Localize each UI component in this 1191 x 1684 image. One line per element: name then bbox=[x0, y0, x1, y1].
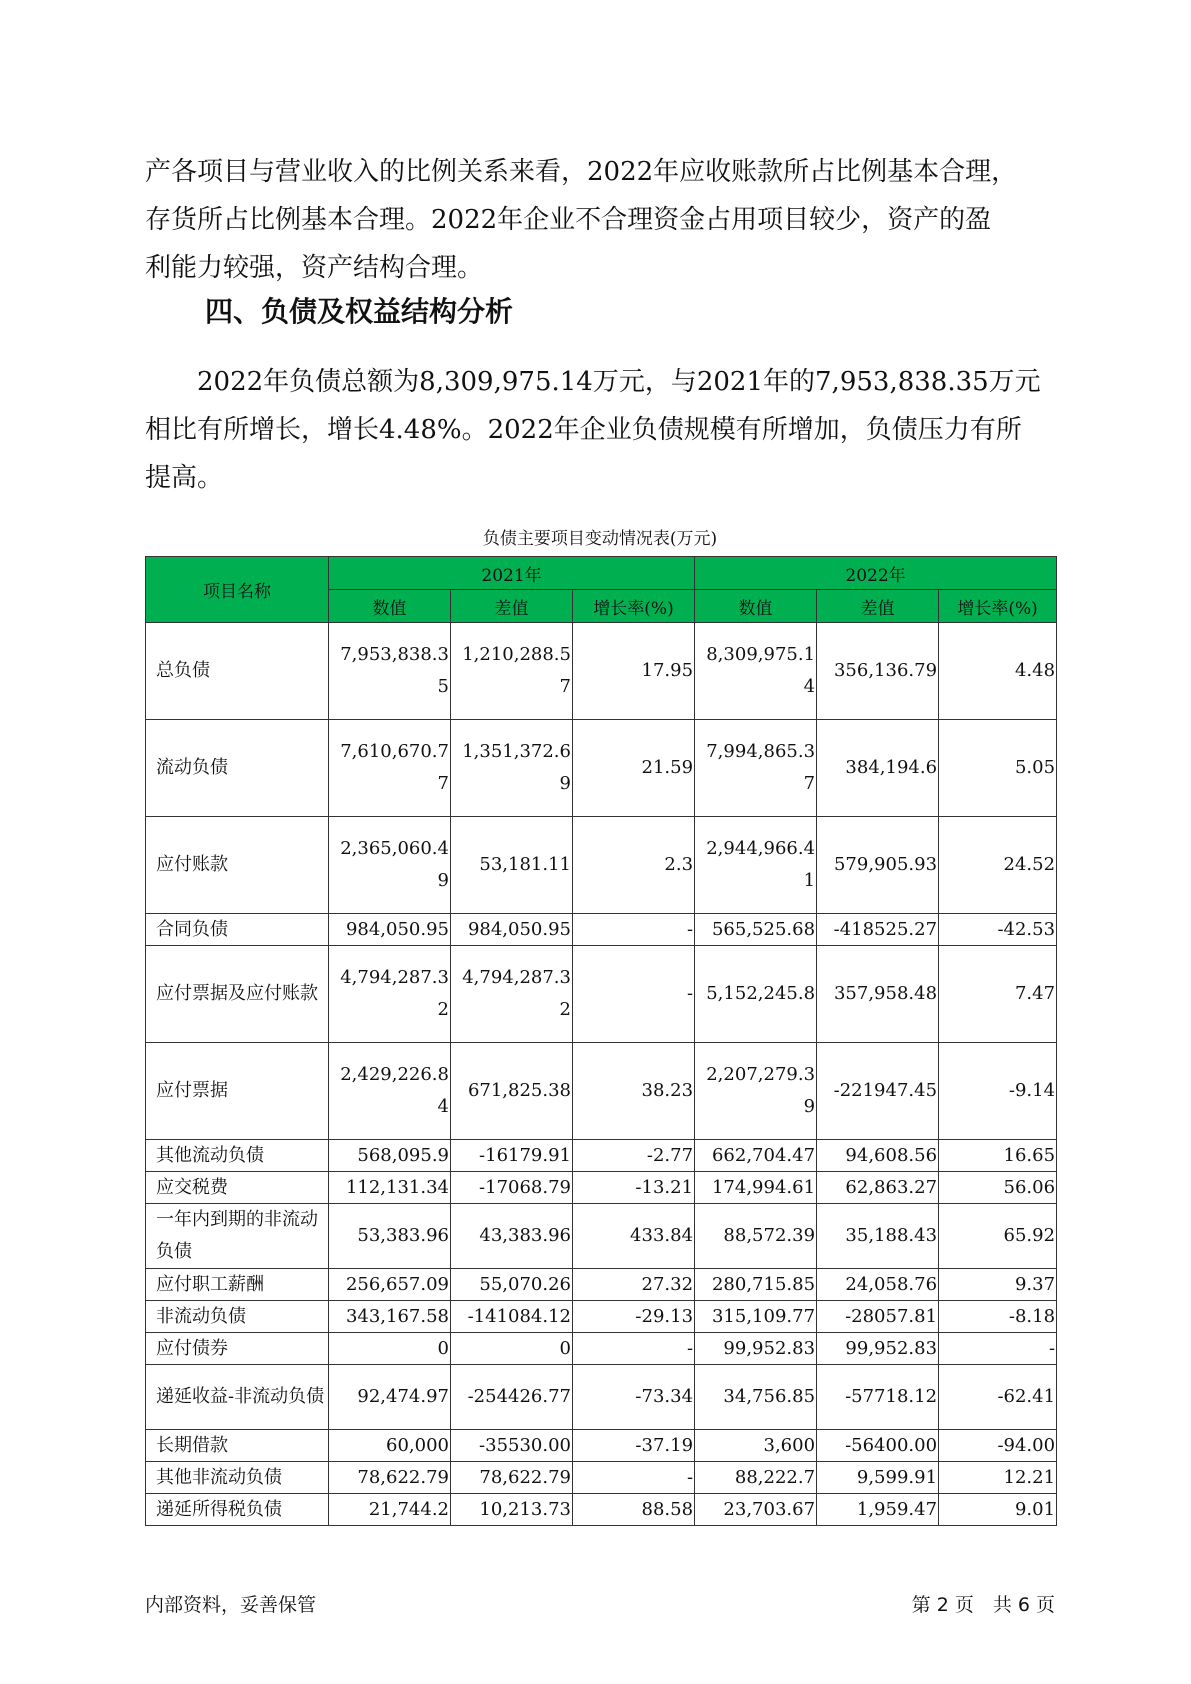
table-title: 负债主要项目变动情况表(万元) bbox=[482, 529, 718, 549]
row-cell-d2: 35,188.43 bbox=[817, 1204, 939, 1269]
row-cell-d1: 53,181.11 bbox=[451, 817, 573, 914]
row-cell-v1: 984,050.95 bbox=[329, 914, 451, 946]
table-row bbox=[146, 1462, 1057, 1494]
table-row bbox=[146, 946, 1057, 1043]
row-cell-r2: -62.41 bbox=[939, 1365, 1057, 1430]
table-row bbox=[146, 1043, 1057, 1140]
row-cell-v2: 315,109.77 bbox=[695, 1301, 817, 1333]
row-cell-r1: -37.19 bbox=[573, 1430, 695, 1462]
row-cell-d2: 94,608.56 bbox=[817, 1140, 939, 1172]
paragraph-line: 存货所占比例基本合理。2022年企业不合理资金占用项目较少，资产的盈 bbox=[145, 205, 992, 235]
row-item-name: 应付债券 bbox=[146, 1333, 329, 1365]
row-cell-r1: - bbox=[573, 1333, 695, 1365]
row-cell-r1: 88.58 bbox=[573, 1494, 695, 1526]
table-row bbox=[146, 1204, 1057, 1269]
table-row bbox=[146, 720, 1057, 817]
row-cell-v1: 2,429,226.84 bbox=[329, 1043, 451, 1140]
row-cell-r2: -94.00 bbox=[939, 1430, 1057, 1462]
table-row bbox=[146, 1172, 1057, 1204]
row-cell-v2: 5,152,245.8 bbox=[695, 946, 817, 1043]
intro-paragraph bbox=[145, 148, 1055, 292]
header-value: 数值 bbox=[695, 590, 817, 623]
row-cell-r1: - bbox=[573, 946, 695, 1043]
header-year-2021: 2021年 bbox=[329, 557, 695, 590]
row-cell-r2: 7.47 bbox=[939, 946, 1057, 1043]
row-cell-d1: 671,825.38 bbox=[451, 1043, 573, 1140]
row-cell-r2: 24.52 bbox=[939, 817, 1057, 914]
row-cell-v2: 99,952.83 bbox=[695, 1333, 817, 1365]
row-cell-v1: 7,953,838.35 bbox=[329, 623, 451, 720]
row-cell-v2: 2,944,966.41 bbox=[695, 817, 817, 914]
paragraph-line: 相比有所增长，增长4.48%。2022年企业负债规模有所增加，负债压力有所 bbox=[145, 415, 1022, 445]
row-cell-d2: 384,194.6 bbox=[817, 720, 939, 817]
table-row bbox=[146, 1140, 1057, 1172]
row-cell-d1: 4,794,287.32 bbox=[451, 946, 573, 1043]
row-cell-d1: 984,050.95 bbox=[451, 914, 573, 946]
row-cell-r1: 27.32 bbox=[573, 1269, 695, 1301]
header-year-2022: 2022年 bbox=[695, 557, 1057, 590]
liability-summary-paragraph bbox=[145, 358, 1055, 502]
row-cell-v2: 7,994,865.37 bbox=[695, 720, 817, 817]
row-cell-d2: -56400.00 bbox=[817, 1430, 939, 1462]
row-cell-r1: 433.84 bbox=[573, 1204, 695, 1269]
row-cell-d1: 43,383.96 bbox=[451, 1204, 573, 1269]
row-cell-d2: 1,959.47 bbox=[817, 1494, 939, 1526]
row-item-name: 递延所得税负债 bbox=[146, 1494, 329, 1526]
row-cell-r1: 21.59 bbox=[573, 720, 695, 817]
row-cell-d2: 9,599.91 bbox=[817, 1462, 939, 1494]
section-heading: 四、负债及权益结构分析 bbox=[205, 295, 514, 328]
row-item-name: 总负债 bbox=[146, 623, 329, 720]
paragraph-line: 提高。 bbox=[145, 463, 224, 493]
row-cell-v1: 4,794,287.32 bbox=[329, 946, 451, 1043]
row-item-name: 递延收益-非流动负债 bbox=[146, 1365, 329, 1430]
row-cell-v2: 565,525.68 bbox=[695, 914, 817, 946]
row-cell-r2: -8.18 bbox=[939, 1301, 1057, 1333]
row-cell-v1: 343,167.58 bbox=[329, 1301, 451, 1333]
row-cell-d1: 55,070.26 bbox=[451, 1269, 573, 1301]
table-row bbox=[146, 914, 1057, 946]
row-cell-d2: 24,058.76 bbox=[817, 1269, 939, 1301]
row-cell-v1: 112,131.34 bbox=[329, 1172, 451, 1204]
row-cell-v2: 88,572.39 bbox=[695, 1204, 817, 1269]
row-cell-d2: 356,136.79 bbox=[817, 623, 939, 720]
row-cell-r2: 16.65 bbox=[939, 1140, 1057, 1172]
row-cell-d1: -35530.00 bbox=[451, 1430, 573, 1462]
header-rate: 增长率(%) bbox=[939, 590, 1057, 623]
row-cell-d2: 357,958.48 bbox=[817, 946, 939, 1043]
row-cell-v1: 53,383.96 bbox=[329, 1204, 451, 1269]
header-value: 数值 bbox=[329, 590, 451, 623]
row-cell-r2: 9.37 bbox=[939, 1269, 1057, 1301]
row-cell-r2: 12.21 bbox=[939, 1462, 1057, 1494]
row-cell-d1: -141084.12 bbox=[451, 1301, 573, 1333]
row-cell-v2: 280,715.85 bbox=[695, 1269, 817, 1301]
liability-table bbox=[145, 556, 1057, 1526]
row-cell-v2: 2,207,279.39 bbox=[695, 1043, 817, 1140]
row-cell-d2: 579,905.93 bbox=[817, 817, 939, 914]
header-item-name: 项目名称 bbox=[146, 557, 329, 623]
row-cell-v2: 3,600 bbox=[695, 1430, 817, 1462]
row-cell-r1: -73.34 bbox=[573, 1365, 695, 1430]
row-cell-r1: - bbox=[573, 1462, 695, 1494]
row-cell-d2: -57718.12 bbox=[817, 1365, 939, 1430]
row-cell-r2: 5.05 bbox=[939, 720, 1057, 817]
row-cell-r2: -42.53 bbox=[939, 914, 1057, 946]
row-cell-v2: 88,222.7 bbox=[695, 1462, 817, 1494]
row-item-name: 非流动负债 bbox=[146, 1301, 329, 1333]
table-row bbox=[146, 1269, 1057, 1301]
row-item-name: 一年内到期的非流动负债 bbox=[146, 1204, 329, 1269]
row-item-name: 应付票据及应付账款 bbox=[146, 946, 329, 1043]
row-cell-v2: 23,703.67 bbox=[695, 1494, 817, 1526]
row-cell-v1: 7,610,670.77 bbox=[329, 720, 451, 817]
row-cell-r2: -9.14 bbox=[939, 1043, 1057, 1140]
row-cell-r1: 38.23 bbox=[573, 1043, 695, 1140]
row-cell-v1: 568,095.9 bbox=[329, 1140, 451, 1172]
row-cell-d1: 0 bbox=[451, 1333, 573, 1365]
row-cell-v2: 8,309,975.14 bbox=[695, 623, 817, 720]
header-rate: 增长率(%) bbox=[573, 590, 695, 623]
row-cell-r1: -29.13 bbox=[573, 1301, 695, 1333]
row-cell-d2: -28057.81 bbox=[817, 1301, 939, 1333]
row-cell-r1: -13.21 bbox=[573, 1172, 695, 1204]
row-item-name: 其他流动负债 bbox=[146, 1140, 329, 1172]
row-cell-r1: 2.3 bbox=[573, 817, 695, 914]
row-item-name: 应付职工薪酬 bbox=[146, 1269, 329, 1301]
row-cell-r2: 9.01 bbox=[939, 1494, 1057, 1526]
row-cell-v1: 2,365,060.49 bbox=[329, 817, 451, 914]
table-row bbox=[146, 1365, 1057, 1430]
paragraph-line: 2022年负债总额为8,309,975.14万元，与2021年的7,953,838.35万元 bbox=[145, 367, 1041, 397]
row-cell-v1: 256,657.09 bbox=[329, 1269, 451, 1301]
row-cell-d2: -418525.27 bbox=[817, 914, 939, 946]
footer-page-number: 第 2 页 共 6 页 bbox=[911, 1594, 1055, 1616]
table-row bbox=[146, 1494, 1057, 1526]
row-item-name: 长期借款 bbox=[146, 1430, 329, 1462]
row-cell-d2: -221947.45 bbox=[817, 1043, 939, 1140]
row-item-name: 应交税费 bbox=[146, 1172, 329, 1204]
row-cell-r1: 17.95 bbox=[573, 623, 695, 720]
header-diff: 差值 bbox=[817, 590, 939, 623]
row-cell-r2: - bbox=[939, 1333, 1057, 1365]
row-cell-v1: 0 bbox=[329, 1333, 451, 1365]
row-cell-d1: 10,213.73 bbox=[451, 1494, 573, 1526]
row-cell-r2: 56.06 bbox=[939, 1172, 1057, 1204]
row-item-name: 流动负债 bbox=[146, 720, 329, 817]
row-cell-d2: 99,952.83 bbox=[817, 1333, 939, 1365]
row-cell-r1: - bbox=[573, 914, 695, 946]
row-cell-v1: 21,744.2 bbox=[329, 1494, 451, 1526]
footer-confidential-note: 内部资料，妥善保管 bbox=[145, 1594, 317, 1616]
row-item-name: 其他非流动负债 bbox=[146, 1462, 329, 1494]
row-cell-r2: 4.48 bbox=[939, 623, 1057, 720]
row-cell-r2: 65.92 bbox=[939, 1204, 1057, 1269]
table-row bbox=[146, 1301, 1057, 1333]
paragraph-line: 产各项目与营业收入的比例关系来看，2022年应收账款所占比例基本合理， bbox=[145, 157, 1018, 187]
row-cell-d2: 62,863.27 bbox=[817, 1172, 939, 1204]
row-cell-v1: 60,000 bbox=[329, 1430, 451, 1462]
row-item-name: 应付票据 bbox=[146, 1043, 329, 1140]
table-row bbox=[146, 1333, 1057, 1365]
table-row bbox=[146, 623, 1057, 720]
table-row bbox=[146, 817, 1057, 914]
row-cell-d1: 1,351,372.69 bbox=[451, 720, 573, 817]
row-cell-v2: 662,704.47 bbox=[695, 1140, 817, 1172]
paragraph-line: 利能力较强，资产结构合理。 bbox=[145, 253, 484, 283]
table-row bbox=[146, 1430, 1057, 1462]
row-cell-d1: 1,210,288.57 bbox=[451, 623, 573, 720]
header-diff: 差值 bbox=[451, 590, 573, 623]
row-cell-r1: -2.77 bbox=[573, 1140, 695, 1172]
row-cell-d1: -16179.91 bbox=[451, 1140, 573, 1172]
row-item-name: 应付账款 bbox=[146, 817, 329, 914]
row-cell-d1: 78,622.79 bbox=[451, 1462, 573, 1494]
row-cell-v1: 92,474.97 bbox=[329, 1365, 451, 1430]
row-item-name: 合同负债 bbox=[146, 914, 329, 946]
row-cell-d1: -17068.79 bbox=[451, 1172, 573, 1204]
row-cell-d1: -254426.77 bbox=[451, 1365, 573, 1430]
row-cell-v1: 78,622.79 bbox=[329, 1462, 451, 1494]
row-cell-v2: 34,756.85 bbox=[695, 1365, 817, 1430]
row-cell-v2: 174,994.61 bbox=[695, 1172, 817, 1204]
